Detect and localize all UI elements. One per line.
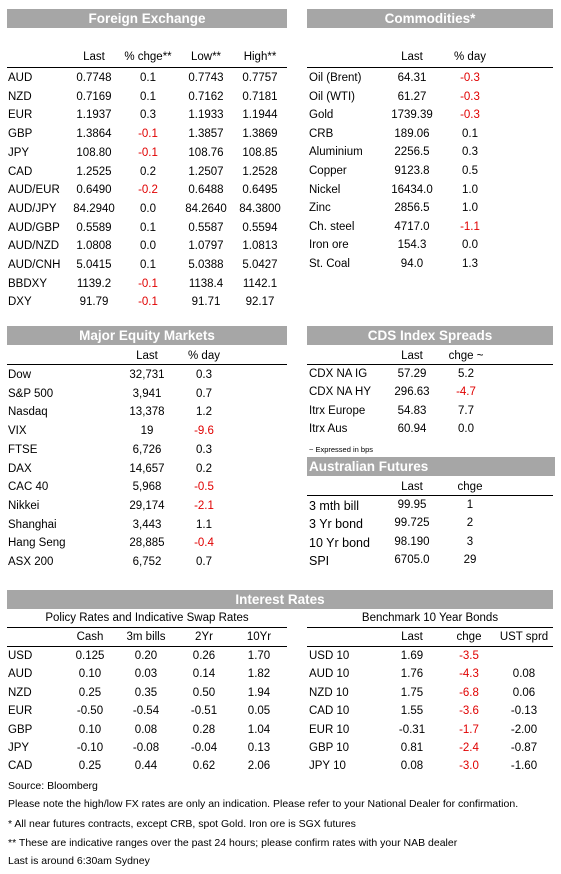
row-value: -0.51 bbox=[190, 705, 218, 718]
row-label: AUD/EUR bbox=[8, 184, 60, 197]
row-value: 3 bbox=[466, 535, 474, 548]
row-value: 0.7 bbox=[196, 556, 212, 568]
row-label: AUD/CNH bbox=[8, 259, 61, 271]
row-value: 92.17 bbox=[245, 296, 275, 309]
footnote-line: ** These are indicative ranges over the past 24 hours; please confirm rates with your NAB dealer bbox=[8, 837, 458, 849]
row-value: -0.50 bbox=[76, 705, 104, 718]
row-label: GBP 10 bbox=[309, 742, 350, 754]
row-value: -0.31 bbox=[398, 723, 426, 736]
row-value: 1.2 bbox=[196, 406, 212, 419]
row-label: NZD bbox=[8, 686, 32, 699]
row-value: -0.4 bbox=[194, 537, 214, 550]
footnote-line: * All near futures contracts, except CRB, spot Gold. Iron ore is SGX futures bbox=[8, 818, 356, 830]
row-value: 0.06 bbox=[512, 686, 536, 699]
row-value: 0.3 bbox=[462, 146, 478, 159]
column-header: chge bbox=[457, 481, 483, 493]
row-value: 1.2525 bbox=[76, 165, 112, 178]
row-label: Itrx Europe bbox=[309, 404, 366, 417]
row-value: 32,731 bbox=[129, 369, 165, 381]
footnote-line: Please note the high/low FX rates are only an indication. Please refer to your National Dealer for confirmation. bbox=[8, 798, 519, 810]
row-value: -0.08 bbox=[132, 742, 160, 754]
row-value: 0.0 bbox=[140, 240, 156, 253]
row-value: 1.04 bbox=[247, 723, 271, 736]
column-header: Last bbox=[401, 51, 423, 63]
row-label: Oil (Brent) bbox=[309, 72, 362, 84]
header-separator bbox=[7, 364, 287, 365]
row-label: CAD 10 bbox=[309, 705, 350, 718]
row-value: 1.3864 bbox=[76, 128, 112, 141]
row-value: 0.08 bbox=[512, 668, 536, 681]
row-value: 296.63 bbox=[394, 386, 430, 399]
row-value: 60.94 bbox=[397, 423, 427, 436]
row-label: DAX bbox=[8, 462, 32, 475]
column-header: Last bbox=[83, 51, 105, 63]
row-value: 13,378 bbox=[129, 406, 165, 419]
row-value: 0.20 bbox=[134, 650, 158, 662]
row-label: GBP bbox=[8, 128, 33, 141]
column-header: % day bbox=[454, 51, 486, 63]
footnote-line: Source: Bloomberg bbox=[8, 780, 98, 792]
row-value: 0.7748 bbox=[76, 72, 112, 84]
row-value: 0.44 bbox=[134, 760, 158, 773]
row-label: Iron ore bbox=[309, 239, 349, 252]
row-value: 0.2 bbox=[196, 462, 212, 475]
row-value: 5.2 bbox=[458, 368, 474, 380]
row-value: 0.5587 bbox=[188, 221, 224, 234]
column-header: % day bbox=[188, 350, 220, 362]
row-value: 0.3 bbox=[196, 443, 212, 456]
row-value: -4.3 bbox=[459, 668, 479, 681]
row-value: 189.06 bbox=[394, 127, 430, 140]
row-value: 0.50 bbox=[192, 686, 216, 699]
row-value: 1.0808 bbox=[76, 240, 112, 253]
header-separator bbox=[307, 646, 553, 647]
row-label: AUD 10 bbox=[309, 668, 350, 681]
row-value: 1739.39 bbox=[391, 109, 433, 122]
row-value: 0.5 bbox=[462, 165, 478, 177]
row-label: Aluminium bbox=[309, 146, 363, 159]
row-value: -0.10 bbox=[76, 742, 104, 754]
footnote-line: Last is around 6:30am Sydney bbox=[8, 855, 150, 867]
row-value: 7.7 bbox=[458, 404, 474, 417]
row-value: 54.83 bbox=[397, 404, 427, 417]
row-value: 1.75 bbox=[400, 686, 424, 699]
column-header: 2Yr bbox=[195, 631, 213, 643]
row-label: AUD/GBP bbox=[8, 221, 60, 234]
row-value: 1.2507 bbox=[188, 165, 224, 178]
row-label: Itrx Aus bbox=[309, 423, 348, 436]
row-value: 1.3 bbox=[462, 258, 478, 270]
row-value: 6,752 bbox=[132, 556, 162, 568]
row-value: -9.6 bbox=[194, 425, 214, 438]
row-value: 0.6495 bbox=[242, 184, 278, 197]
column-header: Low** bbox=[190, 51, 222, 63]
row-label: JPY 10 bbox=[309, 760, 346, 773]
row-value: 0.7757 bbox=[242, 72, 278, 84]
row-value: 6705.0 bbox=[394, 554, 430, 567]
row-label: CRB bbox=[309, 127, 334, 140]
row-value: -0.5 bbox=[194, 481, 214, 494]
row-value: 94.0 bbox=[400, 258, 424, 270]
row-value: 154.3 bbox=[397, 239, 427, 252]
row-value: 5.0388 bbox=[188, 259, 224, 271]
row-value: 0.08 bbox=[400, 760, 424, 773]
row-value: 0.14 bbox=[192, 668, 216, 681]
row-label: Oil (WTI) bbox=[309, 90, 355, 103]
row-label: EUR 10 bbox=[309, 723, 350, 736]
row-value: -0.13 bbox=[510, 705, 538, 718]
row-value: 108.76 bbox=[188, 146, 224, 159]
row-value: -1.7 bbox=[459, 723, 479, 736]
row-label: EUR bbox=[8, 109, 33, 122]
column-header: chge bbox=[456, 631, 482, 643]
row-value: 0.3 bbox=[196, 369, 212, 381]
row-value: 0.26 bbox=[192, 650, 216, 662]
row-label: AUD bbox=[8, 668, 33, 681]
row-label: S&P 500 bbox=[8, 387, 54, 400]
row-label: CAD bbox=[8, 165, 33, 178]
column-header: chge ~ bbox=[448, 350, 484, 362]
row-value: 1.76 bbox=[400, 668, 424, 681]
column-header: Last bbox=[401, 481, 423, 493]
row-value: -0.3 bbox=[460, 72, 480, 84]
row-label: NZD 10 bbox=[309, 686, 349, 699]
row-label: Gold bbox=[309, 109, 334, 122]
row-value: -0.1 bbox=[138, 296, 158, 309]
row-label: EUR bbox=[8, 705, 33, 718]
row-value: 0.81 bbox=[400, 742, 424, 754]
column-header: 3m bills bbox=[126, 631, 166, 643]
row-label: 3 Yr bond bbox=[309, 517, 363, 532]
header-separator bbox=[7, 67, 287, 68]
row-value: -2.00 bbox=[510, 723, 538, 736]
row-value: 0.7743 bbox=[188, 72, 224, 84]
row-label: NZD bbox=[8, 90, 32, 103]
policy-rates-subtitle: Policy Rates and Indicative Swap Rates bbox=[45, 612, 249, 624]
row-label: Nickel bbox=[309, 183, 341, 196]
row-value: 6,726 bbox=[132, 443, 162, 456]
row-value: 1139.2 bbox=[76, 277, 112, 290]
row-value: 1.2528 bbox=[242, 165, 278, 178]
row-value: 29,174 bbox=[129, 499, 165, 512]
row-value: 0.25 bbox=[78, 686, 102, 699]
column-header: Last bbox=[136, 350, 158, 362]
row-value: 1.0 bbox=[462, 183, 478, 196]
row-value: 1.1 bbox=[196, 518, 212, 531]
row-label: Nikkei bbox=[8, 499, 40, 512]
row-value: -1.1 bbox=[460, 220, 480, 233]
row-value: 91.71 bbox=[191, 296, 221, 309]
commodities-section-header: Commodities* bbox=[307, 9, 553, 28]
row-value: 0.5589 bbox=[76, 221, 112, 234]
row-label: AUD/JPY bbox=[8, 202, 57, 215]
row-label: Dow bbox=[8, 369, 32, 381]
column-header: Last bbox=[401, 350, 423, 362]
row-value: 2.06 bbox=[247, 760, 271, 773]
row-value: 0.7169 bbox=[76, 90, 112, 103]
row-value: 1.82 bbox=[247, 668, 271, 681]
row-label: VIX bbox=[8, 425, 27, 438]
row-value: 0.10 bbox=[78, 723, 102, 736]
row-value: 4717.0 bbox=[394, 220, 430, 233]
row-value: 1.94 bbox=[247, 686, 271, 699]
row-value: 91.79 bbox=[79, 296, 109, 309]
row-value: 0.7181 bbox=[242, 90, 278, 103]
row-value: 108.85 bbox=[242, 146, 278, 159]
row-value: 0.0 bbox=[458, 423, 474, 436]
row-value: 0.7162 bbox=[188, 90, 224, 103]
interest-rates-section-header: Interest Rates bbox=[7, 590, 553, 609]
row-value: 1.0813 bbox=[242, 240, 278, 253]
row-value: -0.1 bbox=[138, 277, 158, 290]
row-value: 99.725 bbox=[394, 517, 430, 530]
cds-footnote: ~ Expressed in bps bbox=[309, 445, 373, 454]
row-value: 2856.5 bbox=[394, 202, 430, 215]
row-label: Ch. steel bbox=[309, 220, 355, 233]
row-label: CAD bbox=[8, 760, 33, 773]
row-value: 0.0 bbox=[462, 239, 478, 252]
fx-section-header: Foreign Exchange bbox=[7, 9, 287, 28]
futures-section-header: Australian Futures bbox=[307, 457, 555, 476]
row-label: Hang Seng bbox=[8, 537, 66, 550]
column-header: 10Yr bbox=[246, 631, 272, 643]
row-value: 1.0 bbox=[462, 202, 478, 215]
row-value: 0.5594 bbox=[242, 221, 278, 234]
row-value: -0.87 bbox=[510, 742, 538, 754]
bonds-subtitle: Benchmark 10 Year Bonds bbox=[361, 612, 499, 624]
row-value: 1.1944 bbox=[242, 109, 278, 122]
row-value: 98.190 bbox=[394, 535, 430, 548]
column-header: Cash bbox=[76, 631, 104, 643]
row-value: -0.1 bbox=[138, 146, 158, 159]
row-value: 0.08 bbox=[134, 723, 158, 736]
cds-section-header: CDS Index Spreads bbox=[307, 326, 553, 345]
row-value: 0.125 bbox=[75, 650, 105, 662]
row-value: -0.3 bbox=[460, 109, 480, 122]
row-value: 84.2640 bbox=[185, 202, 227, 215]
header-separator bbox=[7, 646, 287, 647]
row-value: 0.0 bbox=[140, 202, 156, 215]
row-value: 57.29 bbox=[397, 368, 427, 380]
row-value: -3.0 bbox=[459, 760, 479, 773]
row-value: 29 bbox=[463, 554, 477, 567]
row-value: 0.7 bbox=[196, 387, 212, 400]
row-value: 0.1 bbox=[140, 259, 156, 271]
row-label: USD bbox=[8, 650, 33, 662]
row-value: 0.25 bbox=[78, 760, 102, 773]
row-value: 64.31 bbox=[397, 72, 427, 84]
row-value: 1.55 bbox=[400, 705, 424, 718]
row-value: 2 bbox=[466, 517, 474, 530]
row-value: 0.28 bbox=[192, 723, 216, 736]
row-value: 14,657 bbox=[129, 462, 165, 475]
row-label: 3 mth bill bbox=[309, 499, 360, 513]
row-value: 0.2 bbox=[140, 165, 156, 178]
row-value: 84.3800 bbox=[239, 202, 281, 215]
row-value: 5,968 bbox=[132, 481, 162, 494]
row-label: GBP bbox=[8, 723, 33, 736]
row-label: CDX NA HY bbox=[309, 386, 371, 399]
row-label: Nasdaq bbox=[8, 406, 48, 419]
row-label: SPI bbox=[309, 554, 330, 569]
row-value: 0.13 bbox=[247, 742, 271, 754]
row-value: 9123.8 bbox=[394, 165, 430, 177]
row-value: 0.1 bbox=[140, 221, 156, 234]
row-value: -1.60 bbox=[510, 760, 538, 773]
row-value: 0.62 bbox=[192, 760, 216, 773]
header-separator bbox=[307, 67, 553, 68]
row-value: 1.1937 bbox=[76, 109, 112, 122]
row-value: 1.0797 bbox=[188, 240, 224, 253]
row-label: ASX 200 bbox=[8, 556, 54, 568]
row-label: JPY bbox=[8, 742, 30, 754]
row-label: AUD bbox=[8, 72, 33, 84]
row-value: -6.8 bbox=[459, 686, 479, 699]
row-value: 0.1 bbox=[140, 90, 156, 103]
equity-section-header: Major Equity Markets bbox=[7, 326, 287, 345]
row-label: DXY bbox=[8, 296, 32, 309]
row-value: -2.4 bbox=[459, 742, 479, 754]
row-value: 1.70 bbox=[247, 650, 271, 662]
row-label: BBDXY bbox=[8, 277, 47, 290]
row-value: 1.3857 bbox=[188, 128, 224, 141]
row-value: 1.1933 bbox=[188, 109, 224, 122]
row-value: 0.35 bbox=[134, 686, 158, 699]
row-label: JPY bbox=[8, 146, 30, 159]
column-header: UST sprd bbox=[499, 631, 549, 643]
row-value: -0.3 bbox=[460, 90, 480, 103]
row-value: -3.5 bbox=[459, 650, 479, 662]
row-value: 2256.5 bbox=[394, 146, 430, 159]
row-value: 0.6488 bbox=[188, 184, 224, 197]
row-value: -0.2 bbox=[138, 184, 158, 197]
header-separator bbox=[307, 495, 553, 496]
row-value: 0.1 bbox=[462, 127, 478, 140]
row-label: Shanghai bbox=[8, 518, 57, 531]
row-value: 0.3 bbox=[140, 109, 156, 122]
row-value: 0.1 bbox=[140, 72, 156, 84]
row-value: -0.54 bbox=[132, 705, 160, 718]
row-value: 1 bbox=[466, 499, 474, 511]
subtitle-separator bbox=[7, 627, 287, 628]
row-label: AUD/NZD bbox=[8, 240, 60, 253]
row-value: -4.7 bbox=[456, 386, 476, 399]
row-value: 28,885 bbox=[129, 537, 165, 550]
row-value: -2.1 bbox=[194, 499, 214, 512]
header-separator bbox=[307, 364, 553, 365]
row-value: 0.05 bbox=[247, 705, 271, 718]
column-header: Last bbox=[401, 631, 423, 643]
row-value: 108.80 bbox=[76, 146, 112, 159]
row-label: 10 Yr bond bbox=[309, 535, 370, 550]
row-value: -3.6 bbox=[459, 705, 479, 718]
row-label: FTSE bbox=[8, 443, 38, 456]
row-value: 1138.4 bbox=[188, 277, 224, 290]
row-label: USD 10 bbox=[309, 650, 350, 662]
row-value: 61.27 bbox=[397, 90, 427, 103]
subtitle-separator bbox=[307, 627, 553, 628]
row-value: 19 bbox=[140, 425, 154, 438]
row-label: CAC 40 bbox=[8, 481, 49, 494]
column-header: % chge** bbox=[124, 51, 172, 63]
row-label: Zinc bbox=[309, 202, 331, 215]
row-value: 3,443 bbox=[132, 518, 162, 531]
row-value: 3,941 bbox=[132, 387, 162, 400]
row-value: 99.95 bbox=[397, 499, 427, 511]
row-value: 16434.0 bbox=[391, 183, 433, 196]
row-label: St. Coal bbox=[309, 258, 350, 270]
row-value: 0.03 bbox=[134, 668, 158, 681]
row-label: CDX NA IG bbox=[309, 368, 368, 380]
row-value: 0.6490 bbox=[76, 184, 112, 197]
row-value: 1.3869 bbox=[242, 128, 278, 141]
row-value: 1.69 bbox=[400, 650, 424, 662]
row-value: -0.04 bbox=[190, 742, 218, 754]
row-value: 5.0415 bbox=[76, 259, 112, 271]
row-value: 5.0427 bbox=[242, 259, 278, 271]
row-value: 0.10 bbox=[78, 668, 102, 681]
row-label: Copper bbox=[309, 165, 347, 177]
row-value: -0.1 bbox=[138, 128, 158, 141]
column-header: High** bbox=[243, 51, 277, 63]
row-value: 84.2940 bbox=[73, 202, 115, 215]
row-value: 1142.1 bbox=[242, 277, 278, 290]
